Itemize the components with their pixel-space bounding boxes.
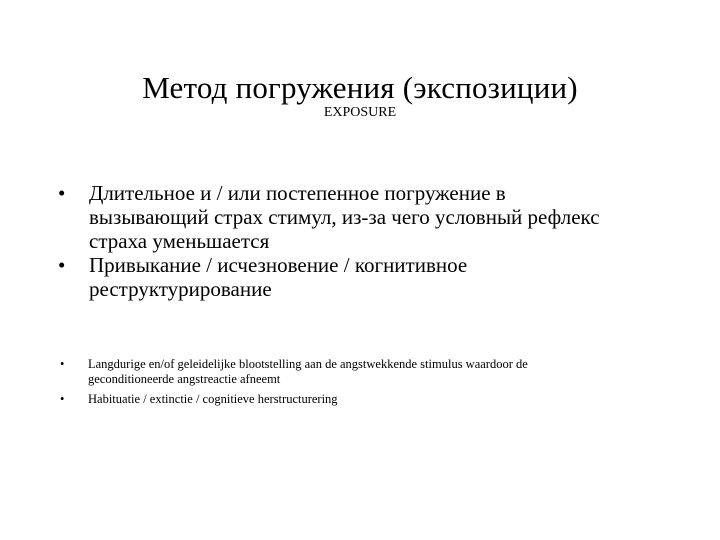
main-bullet-text: Длительное и / или постепенное погружение в вызывающий страх стимул, из-за чего условный рефлекс страха уменьшается bbox=[89, 181, 600, 253]
translation-bullet-list bbox=[60, 357, 600, 412]
bullet-icon: • bbox=[58, 253, 66, 277]
translation-bullet-item bbox=[60, 357, 600, 387]
main-bullet-item bbox=[58, 253, 618, 301]
slide-subtitle: EXPOSURE bbox=[323, 105, 397, 120]
bullet-icon: • bbox=[60, 392, 65, 406]
main-bullet-item bbox=[58, 181, 618, 253]
main-bullet-list bbox=[58, 181, 618, 301]
main-bullet-text: Привыкание / исчезновение / когнитивное реструктурирование bbox=[89, 253, 468, 301]
bullet-icon: • bbox=[58, 181, 66, 205]
bullet-icon: • bbox=[60, 357, 65, 371]
translation-bullet-item bbox=[60, 392, 600, 407]
translation-bullet-text: Habituatie / extinctie / cognitieve herstructurering bbox=[88, 392, 338, 406]
slide-title: Метод погружения (экспозиции) bbox=[142, 70, 578, 105]
translation-bullet-text: Langdurige en/of geleidelijke blootstelling aan de angstwekkende stimulus waardoor de geconditioneerde angstreactie afneemt bbox=[88, 357, 528, 386]
